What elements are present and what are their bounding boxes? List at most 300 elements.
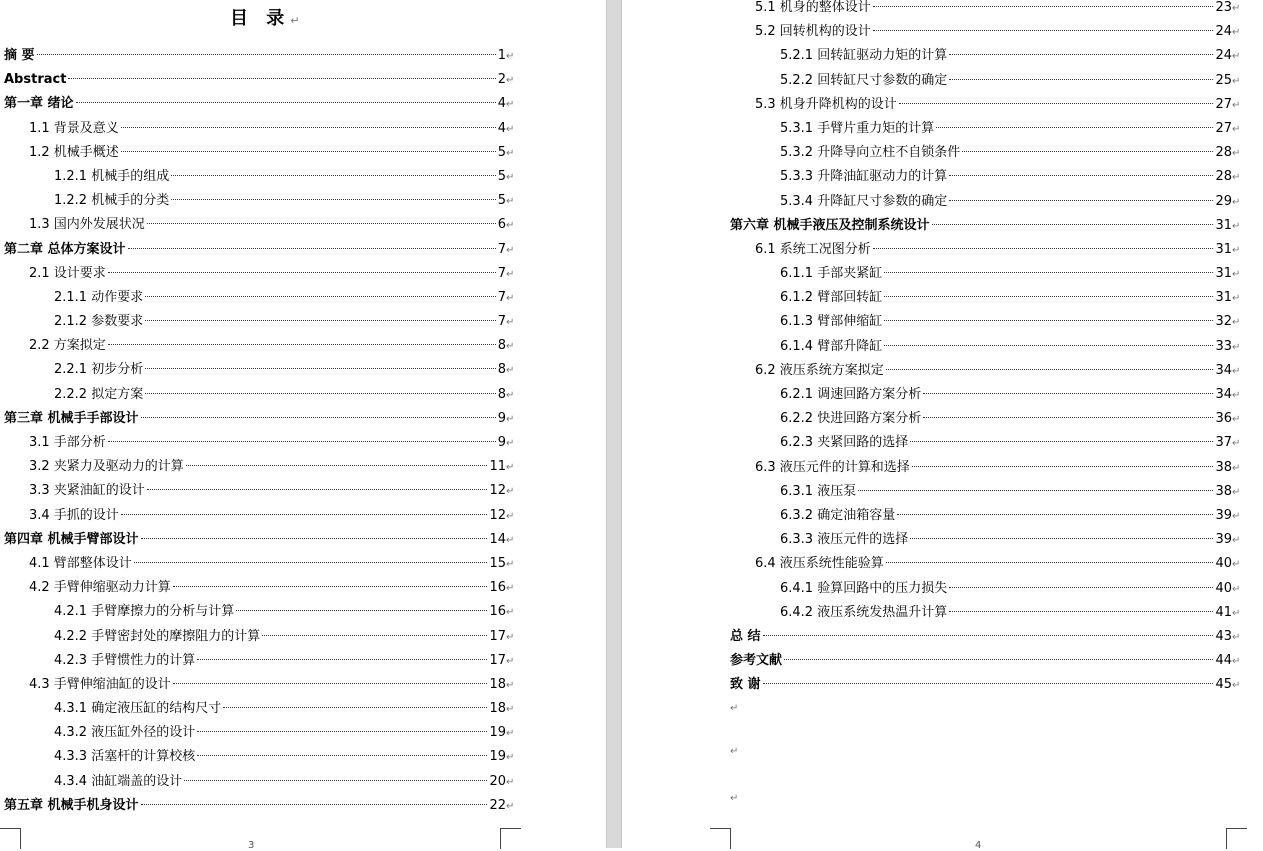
toc-dot-leader — [147, 489, 488, 490]
toc-entry-page-number: 17 — [489, 652, 506, 668]
toc-entry-page-number: 33 — [1215, 338, 1232, 354]
toc-entry[interactable] — [730, 552, 1242, 576]
paragraph-mark-icon: ↵ — [506, 728, 515, 740]
paragraph-mark-icon: ↵ — [506, 268, 515, 280]
toc-entry[interactable] — [4, 576, 516, 600]
toc-entry[interactable] — [730, 528, 1242, 552]
toc-entry-page-number: 36 — [1215, 411, 1232, 427]
paragraph-mark-icon: ↵ — [1232, 559, 1241, 571]
toc-dot-leader — [884, 272, 1213, 273]
toc-entry-page-number: 34 — [1215, 362, 1232, 378]
paragraph-mark-icon: ↵ — [506, 607, 515, 619]
toc-entry-label: 4.2.3 手臂惯性力的计算 — [54, 652, 196, 668]
toc-entry[interactable] — [4, 625, 516, 649]
toc-dot-leader — [76, 102, 496, 103]
toc-dot-leader — [145, 296, 496, 297]
toc-dot-leader — [147, 223, 496, 224]
toc-entry[interactable] — [4, 189, 516, 213]
paragraph-mark-icon: ↵ — [506, 99, 515, 111]
toc-entry[interactable] — [4, 407, 516, 431]
paragraph-mark-icon: ↵ — [1232, 583, 1241, 595]
toc-dot-leader — [899, 103, 1214, 104]
toc-entry-page-number: 22 — [489, 797, 506, 813]
toc-entry[interactable] — [730, 0, 1242, 20]
toc-entry-label: 5.3.1 手臂片重力矩的计算 — [780, 120, 935, 136]
page-number-left: 3 — [248, 840, 255, 851]
toc-entry-page-number: 41 — [1215, 604, 1232, 620]
toc-entry-label: 2.2.1 初步分析 — [54, 362, 144, 378]
toc-entry-label: 5.1 机身的整体设计 — [755, 0, 871, 15]
paragraph-mark-icon: ↵ — [1232, 486, 1241, 498]
toc-entry[interactable] — [730, 44, 1242, 68]
toc-entry[interactable] — [4, 213, 516, 237]
toc-entry[interactable] — [4, 44, 516, 68]
toc-entry-page-number: 34 — [1215, 387, 1232, 402]
toc-entry-label: 6.1.4 臂部升降缸 — [780, 338, 883, 354]
toc-entry-page-number: 38 — [1215, 483, 1232, 499]
toc-entry[interactable] — [4, 310, 516, 334]
paragraph-mark-icon: ↵ — [1232, 317, 1241, 329]
paragraph-mark-icon: ↵ — [1232, 51, 1241, 63]
toc-dot-leader — [884, 296, 1213, 297]
toc-dot-leader — [145, 368, 496, 369]
toc-entry-label: 6.4.1 验算回路中的压力损失 — [780, 580, 948, 596]
paragraph-mark-icon: ↵ — [506, 147, 515, 159]
toc-dot-leader — [784, 659, 1213, 660]
paragraph-mark-icon: ↵ — [506, 341, 515, 353]
toc-entry-label: 6.4.2 液压系统发热温升计算 — [780, 604, 948, 620]
paragraph-mark-icon: ↵ — [290, 14, 300, 27]
paragraph-mark-icon: ↵ — [506, 486, 515, 498]
paragraph-mark-icon: ↵ — [1232, 414, 1241, 426]
toc-dot-leader — [184, 780, 487, 781]
toc-entry-label: 6.3.3 液压元件的选择 — [780, 532, 909, 548]
toc-entry[interactable] — [730, 456, 1242, 480]
toc-entry-page-number: 40 — [1215, 556, 1232, 572]
crop-mark — [500, 828, 521, 849]
toc-entry-label: 6.3 液压元件的计算和选择 — [755, 459, 910, 475]
toc-entry-label: Abstract — [4, 72, 67, 88]
toc-entry-page-number: 38 — [1215, 459, 1232, 475]
toc-dot-leader — [949, 79, 1213, 80]
paragraph-mark-icon: ↵ — [1232, 75, 1241, 87]
toc-entry[interactable] — [4, 528, 516, 552]
toc-entry[interactable] — [730, 649, 1242, 673]
paragraph-mark-icon: ↵ — [1232, 196, 1241, 208]
toc-entry-label: 6.1.2 臂部回转缸 — [780, 290, 883, 306]
toc-entry[interactable] — [4, 600, 516, 624]
toc-entry-label: 3.3 夹紧油缸的设计 — [29, 483, 145, 499]
toc-entry-page-number: 14 — [489, 531, 506, 547]
toc-dot-leader — [763, 635, 1214, 636]
toc-entry[interactable] — [730, 93, 1242, 117]
toc-entry-label: 3.4 手抓的设计 — [29, 507, 119, 523]
toc-entry-page-number: 19 — [489, 725, 506, 741]
toc-dot-leader — [910, 441, 1213, 442]
toc-entry-page-number: 15 — [489, 555, 506, 571]
toc-entry-label: 2.2 方案拟定 — [29, 338, 106, 354]
paragraph-mark-icon: ↵ — [506, 655, 515, 667]
toc-entry-page-number: 43 — [1215, 628, 1232, 644]
paragraph-mark-icon: ↵ — [1232, 656, 1241, 668]
paragraph-mark-icon: ↵ — [1232, 220, 1241, 232]
toc-entry-page-number: 18 — [489, 701, 506, 717]
toc-entry[interactable] — [730, 238, 1242, 262]
paragraph-mark-icon: ↵ — [730, 793, 739, 804]
toc-entry-page-number: 7 — [497, 265, 506, 281]
toc-entry[interactable] — [4, 479, 516, 503]
toc-entry-page-number: 31 — [1215, 217, 1232, 233]
toc-entry-label: 6.3.2 确定油箱容量 — [780, 507, 896, 523]
toc-entry-page-number: 2 — [497, 72, 506, 88]
toc-entry-label: 第六章 机械手液压及控制系统设计 — [730, 217, 930, 233]
toc-entry-page-number: 7 — [497, 289, 506, 305]
toc-entry-label: 5.2.1 回转缸驱动力矩的计算 — [780, 48, 948, 64]
paragraph-mark-icon: ↵ — [506, 365, 515, 377]
toc-entry[interactable] — [730, 601, 1242, 625]
toc-entry[interactable] — [4, 431, 516, 455]
toc-entry-label: 4.3 手臂伸缩油缸的设计 — [29, 676, 171, 692]
toc-dot-leader — [171, 175, 496, 176]
toc-dot-leader — [121, 151, 496, 152]
toc-dot-leader — [145, 320, 496, 321]
toc-dot-leader — [141, 804, 488, 805]
toc-dot-leader — [236, 610, 487, 611]
paragraph-mark-icon: ↵ — [506, 220, 515, 232]
toc-entry-page-number: 24 — [1215, 48, 1232, 64]
paragraph-mark-icon: ↵ — [1232, 680, 1241, 692]
toc-entry-label: 2.1.2 参数要求 — [54, 314, 144, 330]
toc-dot-leader — [197, 731, 487, 732]
paragraph-mark-icon: ↵ — [1232, 510, 1241, 522]
toc-entry-page-number: 4 — [497, 96, 506, 112]
toc-dot-leader — [173, 586, 488, 587]
toc-entry-page-number: 5 — [497, 168, 506, 184]
toc-dot-leader — [108, 441, 496, 442]
toc-list-left — [4, 44, 516, 818]
toc-entry-label: 4.3.1 确定液压缸的结构尺寸 — [54, 701, 222, 717]
toc-entry-page-number: 24 — [1215, 24, 1232, 40]
toc-entry[interactable] — [730, 407, 1242, 431]
paragraph-mark-icon: ↵ — [506, 510, 515, 522]
toc-entry-label: 4.3.4 油缸端盖的设计 — [54, 773, 183, 789]
toc-dot-leader — [173, 683, 488, 684]
toc-entry[interactable] — [4, 770, 516, 794]
paragraph-mark-icon: ↵ — [506, 558, 515, 570]
paragraph-mark-icon: ↵ — [1232, 390, 1241, 401]
toc-dot-leader — [108, 344, 496, 345]
toc-entry-page-number: 12 — [489, 507, 506, 523]
toc-dot-leader — [108, 272, 496, 273]
toc-entry[interactable] — [4, 238, 516, 262]
toc-entry-page-number: 11 — [489, 459, 506, 475]
toc-dot-leader — [128, 248, 496, 249]
toc-dot-leader — [145, 393, 496, 394]
paragraph-mark-icon: ↵ — [506, 413, 515, 425]
paragraph-mark-icon: ↵ — [506, 317, 515, 329]
toc-entry-page-number: 1 — [497, 48, 506, 63]
paragraph-mark-icon: ↵ — [1232, 535, 1241, 547]
toc-entry-label: 参考文献 — [730, 653, 783, 669]
toc-entry-label: 1.3 国内外发展状况 — [29, 217, 145, 233]
toc-dot-leader — [923, 417, 1213, 418]
toc-dot-leader — [886, 562, 1214, 563]
paragraph-mark-icon: ↵ — [506, 292, 515, 304]
toc-entry[interactable] — [4, 262, 516, 286]
toc-entry-page-number: 6 — [497, 217, 506, 233]
paragraph-mark-icon: ↵ — [506, 196, 515, 208]
toc-entry-page-number: 44 — [1215, 653, 1232, 669]
toc-entry-label: 摘 要 — [4, 48, 35, 63]
toc-entry-page-number: 9 — [497, 410, 506, 426]
paragraph-mark-icon: ↵ — [1232, 123, 1241, 135]
paragraph-mark-icon: ↵ — [1232, 462, 1241, 474]
toc-entry[interactable] — [730, 383, 1242, 407]
toc-entry-label: 4.2.2 手臂密封处的摩擦阻力的计算 — [54, 628, 261, 644]
toc-entry-label: 5.2.2 回转缸尺寸参数的确定 — [780, 72, 948, 88]
toc-entry-page-number: 31 — [1215, 266, 1232, 282]
toc-entry-page-number: 5 — [497, 193, 506, 209]
toc-entry-label: 5.3.4 升降缸尺寸参数的确定 — [780, 193, 948, 209]
paragraph-mark-icon: ↵ — [1232, 631, 1241, 643]
toc-entry-label: 4.2 手臂伸缩驱动力计算 — [29, 580, 171, 596]
toc-entry[interactable] — [730, 214, 1242, 238]
toc-entry[interactable] — [730, 335, 1242, 359]
toc-entry-label: 4.3.3 活塞杆的计算校核 — [54, 749, 196, 765]
toc-entry-label: 6.2.1 调速回路方案分析 — [780, 387, 922, 402]
toc-entry-page-number: 16 — [489, 580, 506, 596]
toc-entry-page-number: 45 — [1215, 677, 1232, 693]
toc-dot-leader — [949, 200, 1213, 201]
toc-entry-page-number: 8 — [497, 386, 506, 402]
toc-entry[interactable] — [4, 745, 516, 769]
toc-entry-page-number: 18 — [489, 676, 506, 692]
toc-entry-label: 3.2 夹紧力及驱动力的计算 — [29, 459, 184, 475]
toc-entry[interactable] — [730, 165, 1242, 189]
toc-entry-label: 1.1 背景及意义 — [29, 120, 119, 136]
paragraph-mark-icon: ↵ — [506, 800, 515, 812]
toc-entry[interactable] — [730, 117, 1242, 141]
toc-dot-leader — [141, 538, 488, 539]
toc-entry-label: 2.1.1 动作要求 — [54, 289, 144, 305]
toc-entry-page-number: 12 — [489, 483, 506, 499]
toc-dot-leader — [68, 78, 495, 79]
toc-entry-page-number: 29 — [1215, 193, 1232, 209]
paragraph-mark-icon: ↵ — [1232, 3, 1241, 14]
toc-dot-leader — [949, 611, 1213, 612]
toc-entry-page-number: 16 — [489, 604, 506, 620]
toc-entry[interactable] — [730, 431, 1242, 455]
toc-dot-leader — [223, 707, 487, 708]
toc-dot-leader — [884, 345, 1213, 346]
toc-entry-label: 5.3 机身升降机构的设计 — [755, 96, 897, 112]
toc-entry[interactable] — [730, 625, 1242, 649]
toc-dot-leader — [873, 6, 1214, 7]
paragraph-mark-icon: ↵ — [1232, 293, 1241, 305]
toc-entry-label: 5.2 回转机构的设计 — [755, 24, 871, 40]
toc-dot-leader — [936, 127, 1213, 128]
toc-entry-page-number: 8 — [497, 362, 506, 378]
paragraph-mark-icon: ↵ — [506, 679, 515, 691]
toc-entry-page-number: 37 — [1215, 435, 1232, 451]
paragraph-mark-icon: ↵ — [506, 462, 515, 474]
toc-entry-label: 1.2 机械手概述 — [29, 144, 119, 160]
toc-dot-leader — [886, 369, 1214, 370]
toc-entry-page-number: 27 — [1215, 96, 1232, 112]
toc-entry[interactable] — [4, 383, 516, 407]
toc-dot-leader — [897, 514, 1213, 515]
toc-list-right — [730, 0, 1242, 697]
paragraph-mark-icon: ↵ — [506, 631, 515, 643]
toc-entry-page-number: 28 — [1215, 145, 1232, 161]
toc-entry-label: 6.1 系统工况图分析 — [755, 241, 871, 257]
toc-dot-leader — [884, 320, 1213, 321]
toc-entry[interactable] — [4, 673, 516, 697]
toc-entry[interactable] — [4, 117, 516, 141]
paragraph-mark-icon: ↵ — [1232, 148, 1241, 160]
toc-entry-label: 1.2.1 机械手的组成 — [54, 168, 170, 184]
toc-entry[interactable] — [4, 504, 516, 528]
toc-entry-label: 6.2.3 夹紧回路的选择 — [780, 435, 909, 451]
paragraph-mark-icon: ↵ — [1232, 341, 1241, 353]
toc-entry-label: 6.2.2 快进回路方案分析 — [780, 411, 922, 427]
toc-dot-leader — [197, 755, 487, 756]
toc-entry[interactable] — [730, 359, 1242, 383]
paragraph-mark-icon: ↵ — [506, 583, 515, 595]
toc-entry[interactable] — [4, 649, 516, 673]
toc-dot-leader — [121, 127, 496, 128]
toc-entry-label: 5.3.2 升降导向立柱不自锁条件 — [780, 145, 961, 161]
toc-entry[interactable] — [730, 20, 1242, 44]
toc-entry-page-number: 7 — [497, 314, 506, 330]
toc-entry-page-number: 39 — [1215, 507, 1232, 523]
toc-entry-label: 第四章 机械手臂部设计 — [4, 531, 139, 547]
toc-entry-label: 第五章 机械手机身设计 — [4, 797, 139, 813]
toc-entry-page-number: 23 — [1215, 0, 1232, 15]
toc-entry[interactable] — [4, 794, 516, 818]
toc-entry-label: 第二章 总体方案设计 — [4, 241, 126, 257]
toc-dot-leader — [186, 465, 488, 466]
toc-dot-leader — [949, 175, 1213, 176]
paragraph-mark-icon: ↵ — [1232, 438, 1241, 450]
toc-entry[interactable] — [4, 334, 516, 358]
paragraph-mark-icon: ↵ — [506, 534, 515, 546]
crop-mark — [0, 828, 21, 849]
toc-title — [230, 4, 300, 30]
toc-entry[interactable] — [730, 262, 1242, 286]
toc-entry-label: 5.3.3 升降油缸驱动力的计算 — [780, 169, 948, 185]
paragraph-mark-icon: ↵ — [506, 438, 515, 449]
paragraph-mark-icon: ↵ — [1232, 244, 1241, 256]
toc-entry-label: 6.1.3 臂部伸缩缸 — [780, 314, 883, 330]
toc-entry-page-number: 40 — [1215, 580, 1232, 596]
toc-entry[interactable] — [730, 69, 1242, 93]
page-gutter — [606, 0, 622, 848]
toc-entry-page-number: 31 — [1215, 290, 1232, 306]
toc-entry[interactable] — [730, 286, 1242, 310]
toc-entry-label: 2.1 设计要求 — [29, 265, 106, 281]
paragraph-mark-icon: ↵ — [506, 244, 515, 256]
toc-entry[interactable] — [730, 577, 1242, 601]
toc-entry[interactable] — [4, 165, 516, 189]
toc-dot-leader — [910, 538, 1213, 539]
toc-entry-page-number: 17 — [489, 628, 506, 644]
toc-entry-page-number: 27 — [1215, 120, 1232, 136]
toc-dot-leader — [932, 224, 1214, 225]
paragraph-mark-icon: ↵ — [1232, 269, 1241, 281]
paragraph-mark-icon: ↵ — [1232, 365, 1241, 377]
paragraph-mark-icon: ↵ — [506, 752, 515, 764]
toc-dot-leader — [962, 151, 1213, 152]
toc-entry-label: 6.2 液压系统方案拟定 — [755, 362, 884, 378]
toc-entry-label: 4.1 臂部整体设计 — [29, 555, 132, 571]
toc-entry[interactable] — [4, 92, 516, 116]
toc-entry-label: 6.1.1 手部夹紧缸 — [780, 266, 883, 282]
toc-entry-label: 4.2.1 手臂摩擦力的分析与计算 — [54, 604, 235, 620]
toc-entry[interactable] — [730, 673, 1242, 697]
toc-dot-leader — [262, 635, 487, 636]
paragraph-mark-icon: ↵ — [730, 703, 739, 714]
toc-entry-page-number: 4 — [497, 120, 506, 136]
toc-entry-label: 6.3.1 液压泵 — [780, 483, 857, 499]
toc-entry[interactable] — [4, 286, 516, 310]
paragraph-mark-icon: ↵ — [506, 776, 515, 788]
toc-entry[interactable] — [4, 455, 516, 479]
toc-entry-page-number: 9 — [497, 435, 506, 450]
toc-entry[interactable] — [730, 141, 1242, 165]
toc-entry-label: 第三章 机械手手部设计 — [4, 410, 139, 426]
toc-dot-leader — [873, 30, 1214, 31]
paragraph-mark-icon: ↵ — [506, 171, 515, 183]
toc-entry[interactable] — [4, 721, 516, 745]
toc-entry[interactable] — [4, 552, 516, 576]
paragraph-mark-icon: ↵ — [1232, 172, 1241, 184]
toc-entry-label: 3.1 手部分析 — [29, 435, 106, 450]
toc-dot-leader — [949, 587, 1213, 588]
toc-entry[interactable] — [730, 480, 1242, 504]
paragraph-mark-icon: ↵ — [1232, 607, 1241, 619]
paragraph-mark-icon: ↵ — [1232, 99, 1241, 111]
toc-entry[interactable] — [730, 190, 1242, 214]
toc-entry[interactable] — [730, 504, 1242, 528]
toc-entry-label: 1.2.2 机械手的分类 — [54, 193, 170, 209]
paragraph-mark-icon: ↵ — [506, 123, 515, 135]
toc-dot-leader — [858, 490, 1213, 491]
toc-dot-leader — [197, 659, 487, 660]
crop-mark — [1226, 828, 1247, 849]
toc-entry[interactable] — [4, 68, 516, 92]
paragraph-mark-icon: ↵ — [730, 746, 739, 757]
toc-entry-page-number: 28 — [1215, 169, 1232, 185]
toc-entry-page-number: 20 — [489, 773, 506, 789]
toc-dot-leader — [912, 466, 1214, 467]
toc-entry-label: 总 结 — [730, 628, 761, 644]
toc-entry[interactable] — [4, 358, 516, 382]
paragraph-mark-icon: ↵ — [506, 51, 515, 62]
toc-entry[interactable] — [4, 141, 516, 165]
toc-entry[interactable] — [730, 310, 1242, 334]
toc-entry-page-number: 5 — [497, 144, 506, 160]
toc-entry-page-number: 32 — [1215, 314, 1232, 330]
toc-entry-label: 4.3.2 液压缸外径的设计 — [54, 725, 196, 741]
toc-entry-page-number: 19 — [489, 749, 506, 765]
paragraph-mark-icon: ↵ — [506, 75, 515, 87]
toc-title-text: 目 录 — [230, 8, 291, 29]
toc-entry-label: 致 谢 — [730, 677, 761, 693]
toc-entry[interactable] — [4, 697, 516, 721]
toc-dot-leader — [763, 683, 1214, 684]
page-number-right: 4 — [975, 840, 982, 851]
